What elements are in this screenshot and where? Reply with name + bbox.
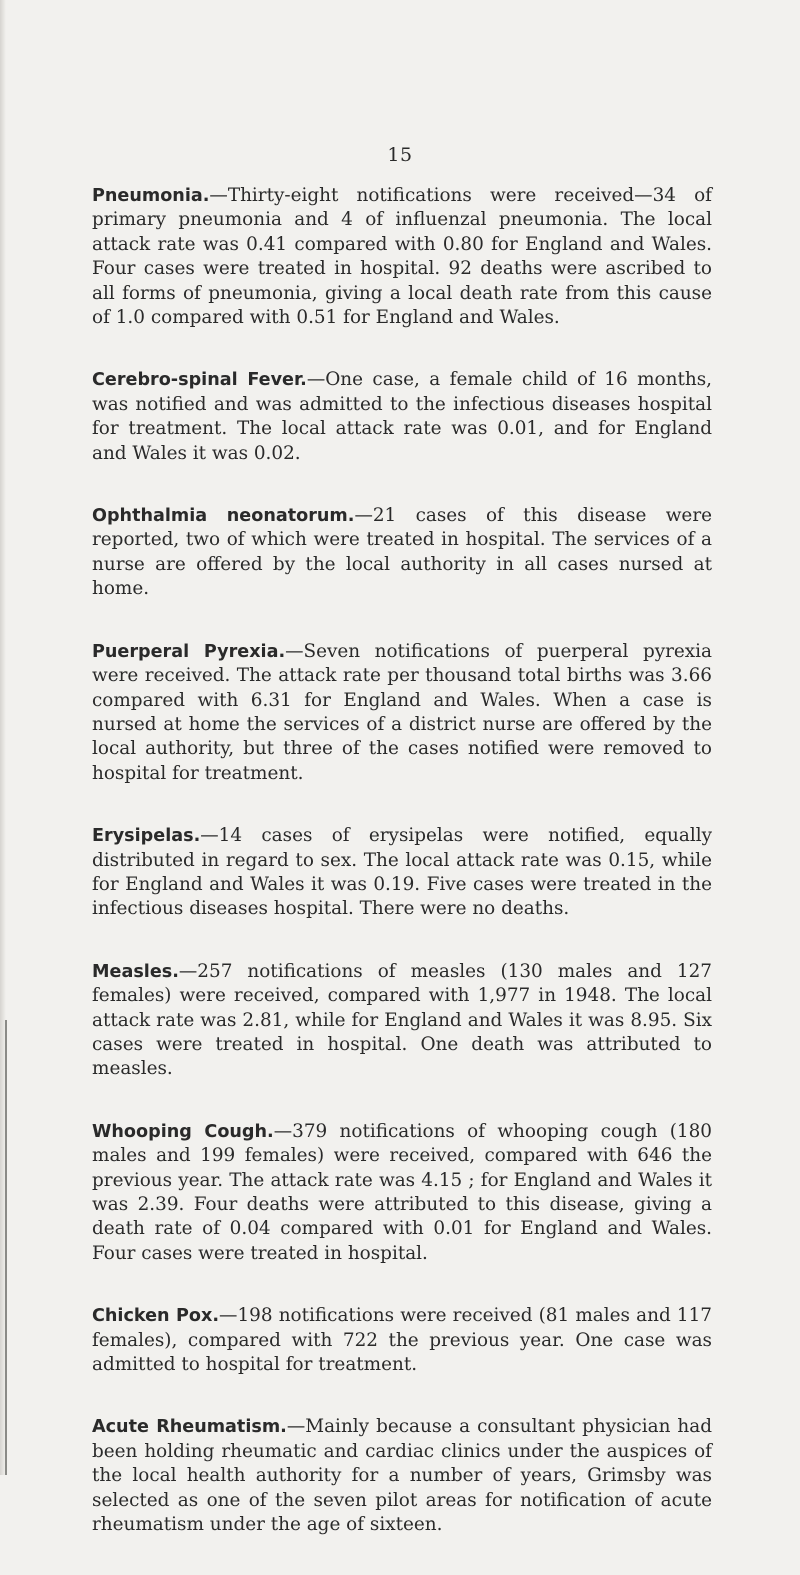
- section-heading: Chicken Pox.: [92, 1306, 220, 1327]
- section-heading: Measles.: [92, 961, 179, 982]
- section-measles: [92, 960, 712, 1082]
- section-chicken-pox: [92, 1304, 712, 1377]
- section-text: —257 notifications of measles (130 males and 127 females) were received, compared with 1,977 in 1948. The local attack rate was 2.81, while for England and Wales it was 8.95. Six cases were treated in hospital. One death was attributed to measles.: [92, 960, 712, 1080]
- section-heading: Erysipelas.: [92, 826, 201, 847]
- section-text: —14 cases of erysipelas were notified, equally distributed in regard to sex. The local attack rate was 0.15, while for England and Wales it was 0.19. Five cases were treated in the infectious diseases hospital. There were no deaths.: [92, 825, 712, 920]
- section-text: —Mainly because a consultant physician had been holding rheumatic and cardiac clinics under the auspices of the local health authority for a number of years, Grimsby was selected as one of the seven pilot areas for notification of acute rheumatism under the age of sixteen.: [92, 1416, 712, 1536]
- section-heading: Acute Rheumatism.: [92, 1417, 287, 1438]
- section-heading: Whooping Cough.: [92, 1121, 274, 1142]
- page-number: 15: [387, 144, 413, 166]
- section-text: —198 notifications were received (81 males and 117 females), compared with 722 the previous year. One case was admitted to hospital for treatment.: [92, 1305, 712, 1376]
- section-text: —379 notifications of whooping cough (180 males and 199 females) were received, compared with 646 the previous year. The attack rate was 4.15 ; for England and Wales it was 2.39. Four deaths were attributed to this disease, giving a death rate of 0.04 compared with 0.01 for England and Wales. Four cases were treated in hospital.: [92, 1120, 712, 1264]
- section-acute-rheumatism: [92, 1415, 712, 1537]
- section-puerperal-pyrexia: [92, 640, 712, 786]
- section-ophthalmia-neonatorum: [92, 504, 712, 602]
- binding-line: [5, 1020, 7, 1475]
- section-erysipelas: [92, 824, 712, 922]
- section-text: —Seven notifications of puerperal pyrexia were received. The attack rate per thousand total births was 3.66 compared with 6.31 for England and Wales. When a case is nursed at home the services of a district nurse are offered by the local authority, but three of the cases notified were removed to hospital for treatment.: [92, 640, 712, 784]
- section-heading: Cerebro-spinal Fever.: [92, 370, 307, 391]
- section-cerebro-spinal-fever: [92, 368, 712, 466]
- section-whooping-cough: [92, 1120, 712, 1266]
- document-body: [92, 184, 712, 1575]
- section-heading: Pneumonia.: [92, 186, 210, 206]
- section-text: —Thirty-eight notifications were received—34 of primary pneumonia and 4 of influenzal pneumonia. The local attack rate was 0.41 compared with 0.80 for England and Wales. Four cases were treated in hospital. 92 deaths were ascribed to all forms of pneumonia, giving a local death rate from this cause of 1.0 compared with 0.51 for England and Wales.: [92, 185, 712, 329]
- section-heading: Puerperal Pyrexia.: [92, 641, 286, 662]
- section-pneumonia: [92, 184, 712, 330]
- section-text: —21 cases of this disease were reported, two of which were treated in hospital. The services of a nurse are offered by the local authority in all cases nursed at home.: [92, 505, 712, 600]
- section-text: —One case, a female child of 16 months, was notified and was admitted to the infectious diseases hospital for treatment. The local attack rate was 0.01, and for England and Wales it was 0.02.: [92, 369, 712, 464]
- section-heading: Ophthalmia neonatorum.: [92, 506, 355, 527]
